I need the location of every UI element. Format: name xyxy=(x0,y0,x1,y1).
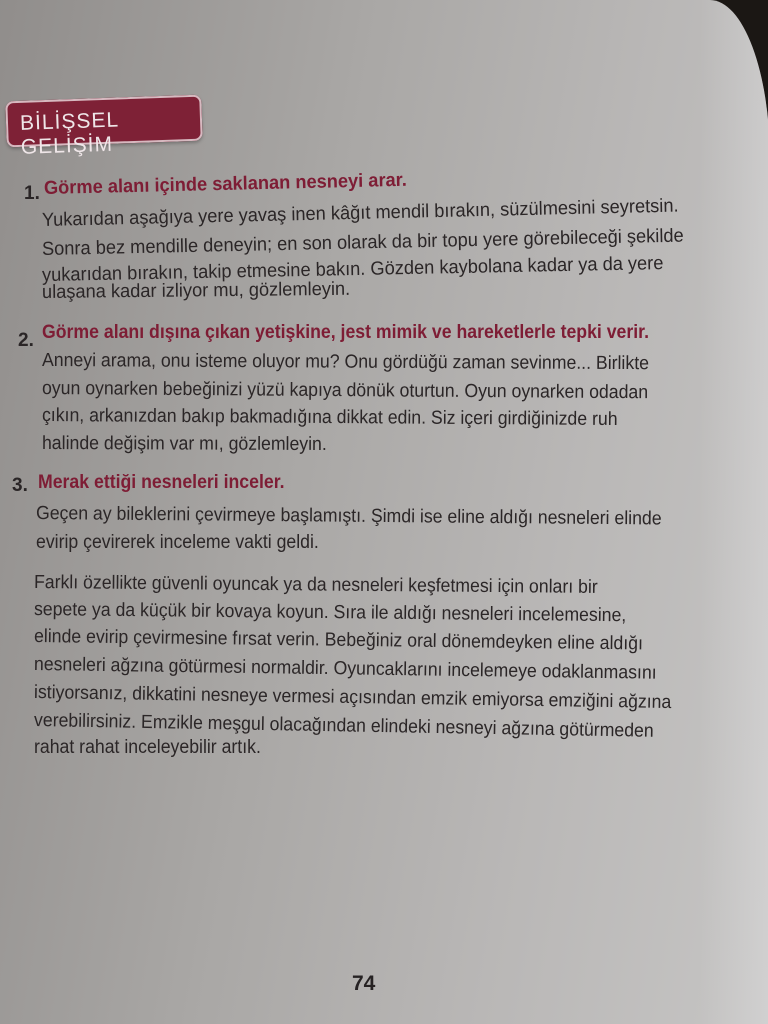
section-banner xyxy=(5,95,202,159)
item-number: 3. xyxy=(12,475,28,496)
body-line: ulaşana kadar izliyor mu, gözlemleyin. xyxy=(41,278,351,303)
body-line: oyun oynarken bebeğinizi yüzü kapıya dönük oturtun. Oyun oynarken odadan xyxy=(41,378,649,404)
paragraph-line: Farklı özellikte güvenli oyuncak ya da nesneleri keşfetmesi için onları bir xyxy=(33,572,598,598)
page-number: 74 xyxy=(352,972,376,995)
item-heading: Merak ettiği nesneleri inceler. xyxy=(38,472,285,493)
section-title: BİLİŞSEL GELİŞİM xyxy=(19,108,119,159)
body-line: evirip çevirerek inceleme vakti geldi. xyxy=(36,532,319,553)
item-heading: Görme alanı içinde saklanan nesneyi arar. xyxy=(43,169,408,199)
body-line: Sonra bez mendille deneyin; en son olarak da bir topu yere görebileceği şekilde xyxy=(41,225,684,260)
body-line: Geçen ay bileklerini çevirmeye başlamıştı. Şimdi ise eline aldığı nesneleri elinde xyxy=(35,503,662,530)
body-line: halinde değişim var mı, gözlemleyin. xyxy=(41,433,327,455)
body-line: çıkın, arkanızdan bakıp bakmadığına dikkat edin. Siz içeri girdiğinizde ruh xyxy=(41,405,618,431)
item-heading: Görme alanı dışına çıkan yetişkine, jest mimik ve hareketlerle tepki verir. xyxy=(42,322,649,343)
body-line: Yukarıdan aşağıya yere yavaş inen kâğıt mendil bırakın, süzülmesini seyretsin. xyxy=(41,195,679,231)
body-line: Anneyi arama, onu isteme oluyor mu? Onu gördüğü zaman sevinme... Birlikte xyxy=(41,350,650,375)
paragraph-line: rahat rahat inceleyebilir artık. xyxy=(34,737,261,758)
body-line: yukarıdan bırakın, takip etmesine bakın. Gözden kaybolana kadar ya da yere xyxy=(41,253,664,286)
paragraph-line: elinde evirip çevirmesine fırsat verin. Bebeğiniz oral dönemdeyken eline aldığı xyxy=(33,626,644,655)
paragraph-line: istiyorsanız, dikkatini nesneye vermesi açısından emzik emiyorsa emziğini ağzına xyxy=(33,682,672,714)
item-number: 1. xyxy=(24,183,40,204)
paragraph-line: verebilirsiniz. Emzikle meşgul olacağından elindeki nesneyi ağzına götürmeden xyxy=(33,710,654,742)
item-number: 2. xyxy=(18,330,34,351)
paragraph-line: nesneleri ağzına götürmesi normaldir. Oyuncaklarını incelemeye odaklanmasını xyxy=(33,654,657,684)
paragraph-line: sepete ya da küçük bir kovaya koyun. Sıra ile aldığı nesneleri incelemesine, xyxy=(33,599,627,627)
